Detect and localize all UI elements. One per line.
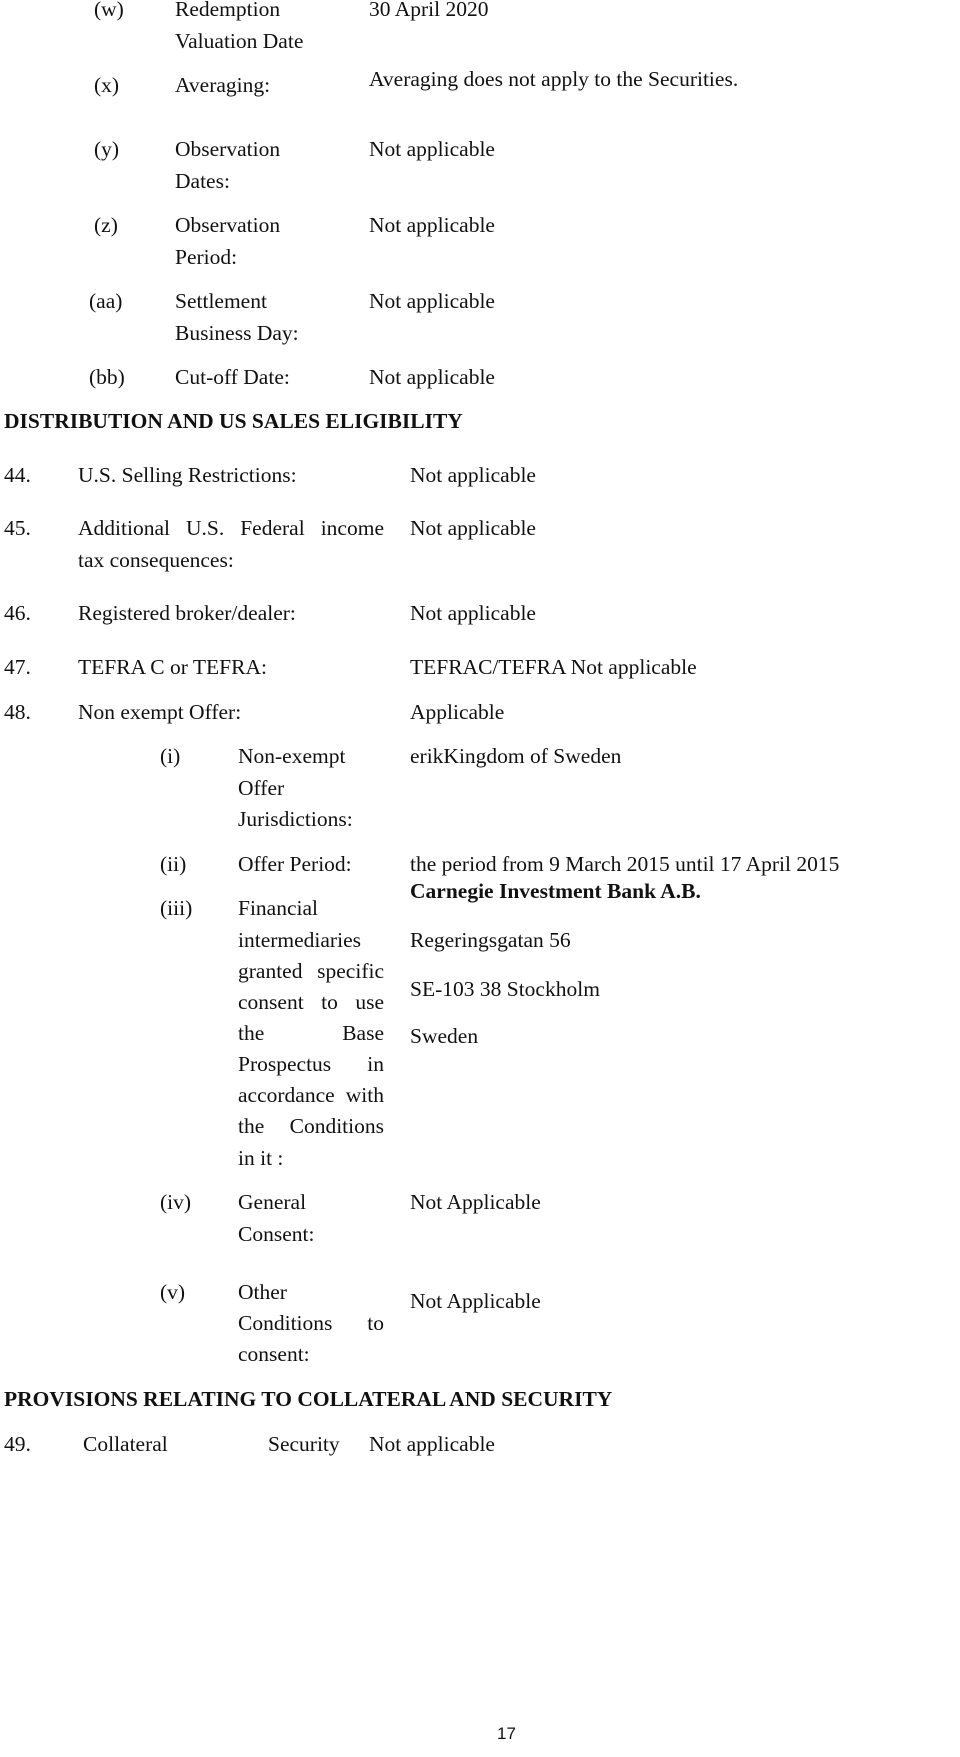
sub-item-value: erikKingdom of Sweden [410, 744, 622, 768]
item-value: Not applicable [369, 213, 495, 237]
sub-item-name: intermediaries [238, 928, 361, 952]
sub-item-name: consent: [238, 1342, 310, 1366]
sub-item-name: consent to use [238, 990, 384, 1014]
item-value: Not applicable [410, 601, 536, 625]
item-name: Settlement [175, 289, 267, 313]
item-name: Averaging: [175, 73, 271, 97]
item-name: tax consequences: [78, 548, 234, 572]
item-number: 45. [4, 516, 31, 540]
item-number: 46. [4, 601, 31, 625]
item-name: Non exempt Offer: [78, 700, 242, 724]
sub-item-label: (ii) [160, 852, 187, 876]
sub-item-name: in it : [238, 1146, 284, 1170]
intermediary-address: Regeringsgatan 56 [410, 928, 571, 952]
intermediary-address: Sweden [410, 1024, 479, 1048]
item-name: Observation [175, 137, 281, 161]
item-label: (w) [94, 0, 124, 21]
item-value: 30 April 2020 [369, 0, 489, 21]
intermediary-name: Carnegie Investment Bank A.B. [410, 879, 701, 903]
sub-item-label: (iii) [160, 896, 193, 920]
item-value: Not applicable [410, 516, 536, 540]
item-name: Security [268, 1432, 340, 1456]
item-name: TEFRA C or TEFRA: [78, 655, 267, 679]
sub-item-value: Not Applicable [410, 1190, 541, 1214]
item-name: Additional U.S. Federal income [78, 516, 384, 540]
sub-item-name: General [238, 1190, 307, 1214]
sub-item-name: Offer Period: [238, 852, 352, 876]
sub-item-label: (i) [160, 744, 181, 768]
item-number: 49. [4, 1432, 31, 1456]
sub-item-value: Not Applicable [410, 1289, 541, 1313]
section-heading: PROVISIONS RELATING TO COLLATERAL AND SECURITY [4, 1387, 613, 1411]
item-name: Business Day: [175, 321, 299, 345]
sub-item-label: (iv) [160, 1190, 192, 1214]
item-label: (y) [94, 137, 120, 161]
item-value: TEFRAC/TEFRA Not applicable [410, 655, 697, 679]
item-label: (bb) [89, 365, 125, 389]
sub-item-name: Financial [238, 896, 319, 920]
item-name: Dates: [175, 169, 230, 193]
item-value: Not applicable [369, 1432, 495, 1456]
item-value: Not applicable [369, 289, 495, 313]
item-value: Not applicable [369, 137, 495, 161]
sub-item-name: granted specific [238, 959, 384, 983]
sub-item-name: the Conditions [238, 1114, 384, 1138]
item-name: Redemption [175, 0, 281, 21]
item-name: Collateral [83, 1432, 168, 1456]
item-value: Averaging does not apply to the Securities. [369, 67, 739, 91]
intermediary-address: SE-103 38 Stockholm [410, 977, 600, 1001]
item-name: Registered broker/dealer: [78, 601, 296, 625]
item-value: Not applicable [410, 463, 536, 487]
sub-item-name: the Base [238, 1021, 384, 1045]
item-number: 48. [4, 700, 31, 724]
item-label: (aa) [89, 289, 123, 313]
sub-item-name: Non-exempt [238, 744, 346, 768]
item-label: (z) [94, 213, 118, 237]
item-value: Applicable [410, 700, 505, 724]
sub-item-value: the period from 9 March 2015 until 17 April 2015 [410, 852, 840, 876]
sub-item-name: Consent: [238, 1222, 315, 1246]
item-name: Valuation Date [175, 29, 304, 53]
item-name: U.S. Selling Restrictions: [78, 463, 297, 487]
item-number: 44. [4, 463, 31, 487]
sub-item-name: Prospectus in [238, 1052, 384, 1076]
sub-item-name: Conditions to [238, 1311, 384, 1335]
sub-item-name: accordance with [238, 1083, 384, 1107]
item-name: Cut-off Date: [175, 365, 290, 389]
sub-item-name: Jurisdictions: [238, 807, 353, 831]
page-number: 17 [497, 1724, 516, 1743]
item-label: (x) [94, 73, 120, 97]
section-heading: DISTRIBUTION AND US SALES ELIGIBILITY [4, 409, 463, 433]
sub-item-label: (v) [160, 1280, 186, 1304]
item-name: Observation [175, 213, 281, 237]
item-value: Not applicable [369, 365, 495, 389]
sub-item-name: Offer [238, 776, 285, 800]
sub-item-name: Other [238, 1280, 287, 1304]
item-name: Period: [175, 245, 238, 269]
item-number: 47. [4, 655, 31, 679]
